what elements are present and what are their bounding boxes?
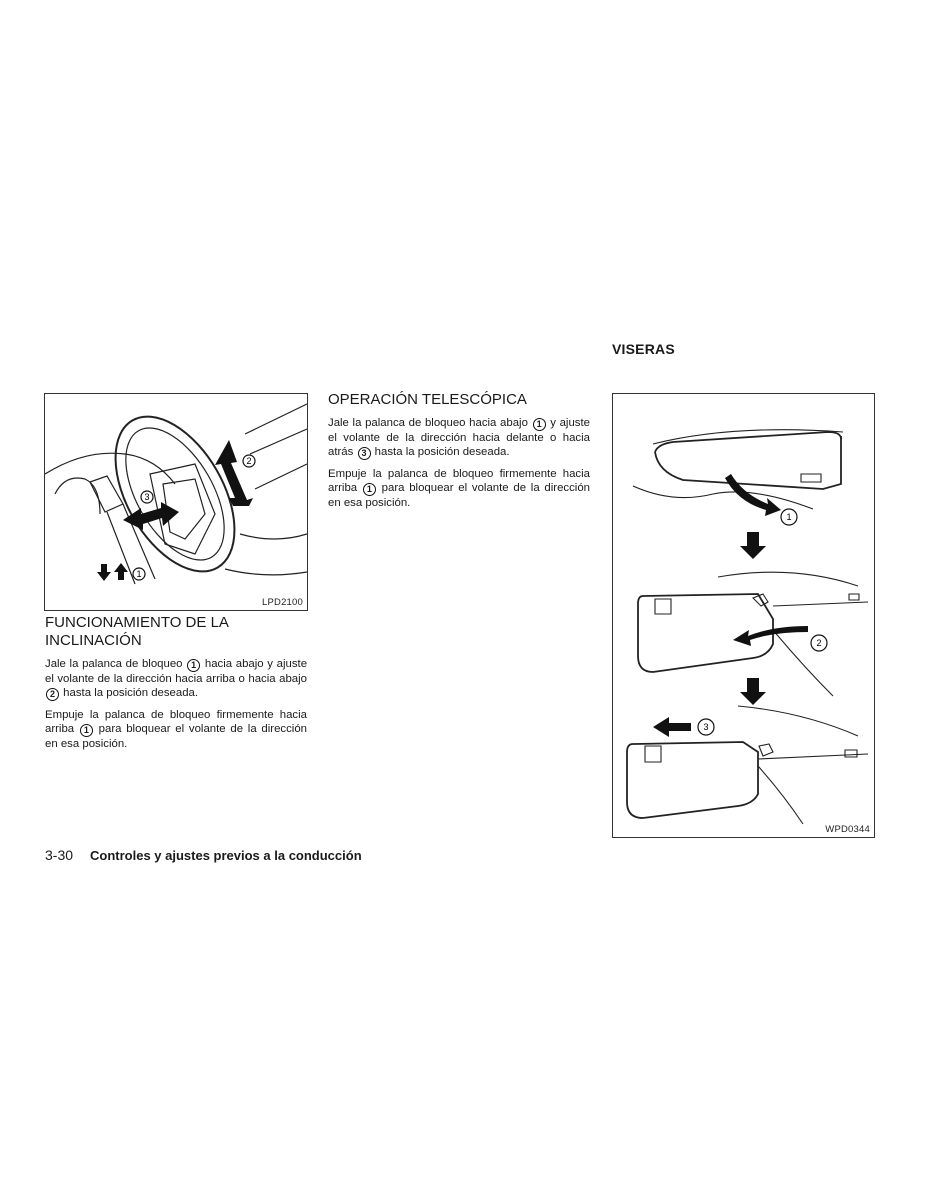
callout-1: 1 <box>786 512 792 522</box>
text: Jale la palanca de bloqueo hacia abajo <box>328 417 528 429</box>
tilt-paragraph-2 <box>45 708 307 752</box>
section-title: VISERAS <box>612 341 675 357</box>
text: hasta la posición deseada. <box>63 687 199 700</box>
circle-number-1: 1 <box>363 483 376 496</box>
sun-visor-illustration <box>613 394 874 837</box>
circle-number-1: 1 <box>80 724 93 737</box>
telescopic-paragraph-2 <box>328 467 590 511</box>
circle-number-1: 1 <box>533 418 546 431</box>
text: hacia abajo y ajuste el volante de la dirección hacia arriba o hacia abajo <box>45 658 308 685</box>
text: para bloquear el volante de la dirección en esa posición. <box>45 723 308 751</box>
text: y ajuste el volante de la dirección hacia delante o hacia atrás <box>328 417 590 459</box>
page-number: 3-30 <box>45 847 74 863</box>
tilt-heading-line2: INCLINACIÓN <box>45 632 142 649</box>
figure-sun-visors <box>612 393 875 838</box>
text: Empuje la palanca de bloqueo firmemente hacia arriba <box>45 709 307 736</box>
telescopic-paragraph-1 <box>328 416 590 460</box>
tilt-heading-line1: FUNCIONAMIENTO DE LA <box>45 614 229 631</box>
telescopic-heading: OPERACIÓN TELESCÓPICA <box>328 391 527 408</box>
text: para bloquear el volante de la dirección en esa posición. <box>328 482 591 510</box>
figure-label: WPD0344 <box>825 824 870 835</box>
callout-2: 2 <box>246 456 252 466</box>
tilt-heading <box>45 614 229 650</box>
figure-steering-tilt <box>44 393 308 611</box>
circle-number-1: 1 <box>187 659 200 672</box>
page-footer-title: Controles y ajustes previos a la conducción <box>90 848 362 863</box>
text: Jale la palanca de bloqueo <box>45 658 183 670</box>
circle-number-2: 2 <box>46 688 59 701</box>
callout-1: 1 <box>136 569 142 579</box>
figure-label: LPD2100 <box>261 597 303 608</box>
steering-wheel-illustration <box>45 394 307 610</box>
tilt-paragraph-1 <box>45 657 307 701</box>
circle-number-3: 3 <box>358 447 371 460</box>
text: hasta la posición deseada. <box>374 446 510 459</box>
callout-2: 2 <box>816 638 822 648</box>
text: Empuje la palanca de bloqueo firmemente hacia arriba <box>328 468 590 495</box>
callout-3: 3 <box>144 492 150 502</box>
callout-3: 3 <box>703 722 709 732</box>
